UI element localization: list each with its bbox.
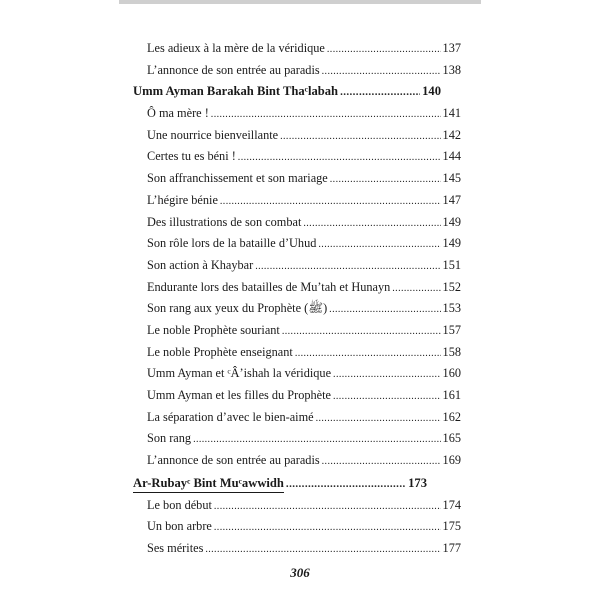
toc-entry-title: Le bon début [147, 497, 212, 512]
toc-entry-page: 160 [442, 366, 461, 381]
toc-entry [133, 450, 461, 472]
toc-entry-title: Son action à Khaybar [147, 257, 254, 272]
toc-entry-title: Ô ma mère ! [147, 106, 209, 121]
toc-entry-title: Des illustrations de son combat [147, 214, 302, 229]
dot-leader [333, 364, 441, 386]
toc-entry-page: 142 [442, 127, 461, 142]
toc-entry-title: Umm Ayman et les filles du Prophète [147, 388, 331, 402]
toc-entry-title: L’annonce de son entrée au paradis [147, 62, 320, 77]
table-of-contents [133, 38, 461, 560]
toc-entry-page: 169 [442, 453, 461, 468]
toc-section-page: 173 [408, 475, 427, 490]
toc-entry-title: Les adieux à la mère de la véridique [147, 41, 325, 55]
toc-entry [133, 212, 461, 234]
toc-section-heading [133, 81, 461, 103]
toc-entry [133, 342, 461, 364]
toc-entry-title: Son affranchissement et son mariage [147, 171, 328, 186]
dot-leader [205, 539, 440, 561]
dot-leader [220, 191, 441, 213]
toc-entry-page: 137 [442, 41, 461, 55]
toc-section-heading [133, 472, 461, 495]
toc-entry-title: Son rang aux yeux du Prophète (ﷺ) [147, 301, 328, 316]
toc-entry [133, 38, 461, 60]
toc-entry-page: 141 [442, 106, 461, 121]
toc-section-title: Ar-Rubayᶜ Bint Muᶜawwidh [133, 474, 284, 493]
toc-entry-page: 149 [442, 236, 461, 251]
toc-entry-page: 177 [442, 541, 461, 556]
toc-entry-page: 149 [442, 214, 461, 229]
dot-leader [322, 451, 441, 473]
toc-entry-title: Un bon arbre [147, 519, 212, 534]
toc-entry [133, 407, 461, 429]
toc-entry [133, 495, 461, 517]
toc-entry-title: Endurante lors des batailles de Mu’tah et Hunayn [147, 279, 391, 294]
toc-entry [133, 320, 461, 342]
toc-entry [133, 255, 461, 277]
toc-entry-title: Certes tu es béni ! [147, 149, 236, 164]
dot-leader [255, 256, 440, 278]
dot-leader [295, 343, 441, 365]
dot-leader [303, 213, 440, 235]
toc-entry-page: 174 [442, 497, 461, 512]
dot-leader [318, 234, 440, 256]
dot-leader [238, 147, 441, 169]
toc-entry-page: 175 [442, 519, 461, 534]
toc-entry-page: 157 [442, 322, 461, 337]
dot-leader [316, 408, 441, 430]
dot-leader [322, 61, 441, 83]
toc-entry-page: 165 [442, 431, 461, 446]
toc-entry [133, 538, 461, 560]
toc-entry-page: 161 [442, 388, 461, 402]
dot-leader [327, 39, 441, 61]
toc-entry-page: 158 [442, 344, 461, 359]
toc-entry-title: Son rôle lors de la bataille d’Uhud [147, 236, 317, 251]
dot-leader [340, 82, 420, 104]
toc-entry-title: Umm Ayman et ᶜÂ’ishah la véridique [147, 366, 332, 381]
page-number: 306 [290, 565, 310, 580]
toc-entry [133, 363, 461, 385]
toc-section-title: Umm Ayman Barakah Bint Thaᶜlabah [133, 84, 339, 99]
dot-leader [214, 517, 441, 539]
toc-entry-title: La séparation d’avec le bien-aimé [147, 409, 314, 424]
toc-entry-title: Son rang [147, 431, 192, 446]
dot-leader [333, 386, 441, 408]
toc-entry [133, 516, 461, 538]
toc-entry [133, 146, 461, 168]
toc-entry-page: 145 [442, 171, 461, 186]
toc-entry [133, 385, 461, 407]
toc-entry-title: Le noble Prophète souriant [147, 322, 280, 337]
dot-leader [329, 299, 440, 321]
toc-entry-title: L’annonce de son entrée au paradis [147, 453, 320, 468]
toc-entry [133, 168, 461, 190]
dot-leader [330, 169, 441, 191]
toc-entry [133, 298, 461, 320]
toc-entry-page: 153 [442, 301, 461, 316]
toc-entry-title: Ses mérites [147, 541, 204, 556]
toc-entry-page: 162 [442, 409, 461, 424]
dot-leader [214, 496, 441, 518]
dot-leader [280, 126, 440, 148]
toc-entry [133, 190, 461, 212]
top-rule [119, 0, 481, 4]
toc-entry [133, 125, 461, 147]
toc-section-page: 140 [422, 84, 441, 99]
toc-entry [133, 277, 461, 299]
toc-entry-title: L’hégire bénie [147, 192, 218, 207]
dot-leader [193, 429, 440, 451]
toc-entry [133, 103, 461, 125]
toc-entry [133, 233, 461, 255]
toc-entry-page: 147 [442, 192, 461, 207]
dot-leader [211, 104, 441, 126]
toc-entry-page: 138 [442, 62, 461, 77]
toc-entry [133, 428, 461, 450]
toc-entry-title: Le noble Prophète enseignant [147, 344, 293, 359]
toc-entry [133, 60, 461, 82]
dot-leader [392, 278, 440, 300]
toc-entry-page: 151 [442, 257, 461, 272]
dot-leader [282, 321, 441, 343]
dot-leader [286, 473, 406, 496]
toc-entry-page: 152 [442, 279, 461, 294]
toc-entry-page: 144 [442, 149, 461, 164]
toc-entry-title: Une nourrice bienveillante [147, 127, 279, 142]
